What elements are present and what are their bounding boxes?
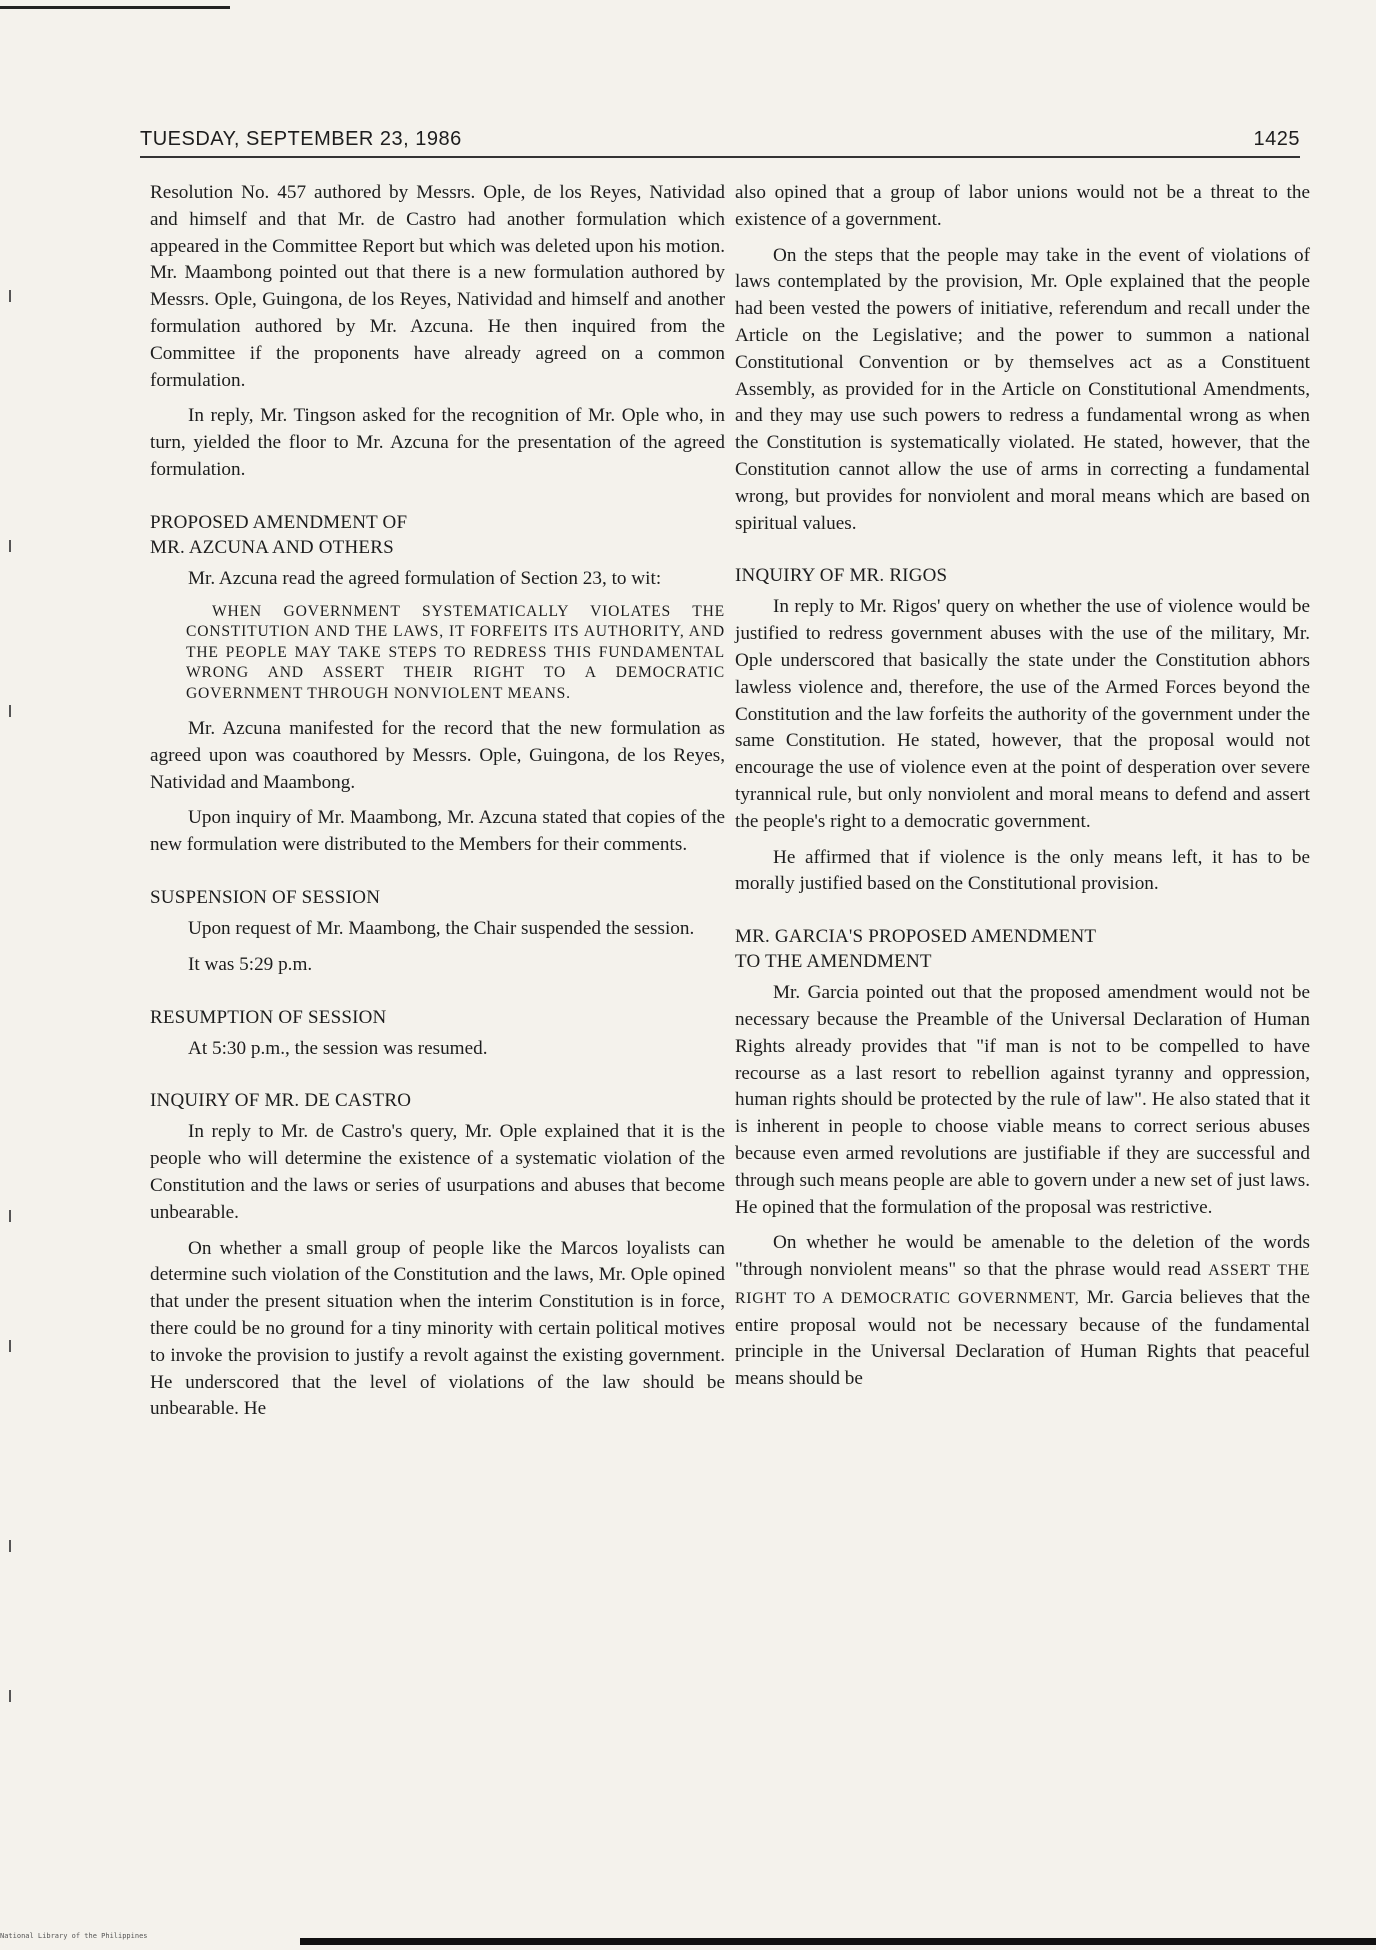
- paragraph: In reply to Mr. de Castro's query, Mr. Ople explained that it is the people who will determine the existence of a systematic violation of the Constitution and the laws or series of usurpations and abuses that become unbearable.: [150, 1121, 725, 1223]
- section-heading-azcuna-amendment: PROPOSED AMENDMENT OF MR. AZCUNA AND OTHERS: [150, 511, 408, 558]
- page-header: [140, 128, 1300, 151]
- paragraph: Upon inquiry of Mr. Maambong, Mr. Azcuna stated that copies of the new formulation were distributed to the Members for their comments.: [150, 807, 725, 856]
- quoted-formulation: WHEN GOVERNMENT SYSTEMATICALLY VIOLATES THE CONSTITUTION AND THE LAWS, IT FORFEITS ITS AUTHORITY, AND THE PEOPLE MAY TAKE STEPS TO REDRESS THIS FUNDAMENTAL WRONG AND ASSERT THEIR RIGHT TO A DEMOCRATIC GOVERNMENT THROUGH NONVIOLENT MEANS.: [186, 602, 725, 702]
- bottom-scan-bar: [300, 1938, 1376, 1945]
- paragraph: At 5:30 p.m., the session was resumed.: [188, 1037, 488, 1059]
- paragraph: In reply, Mr. Tingson asked for the recognition of Mr. Ople who, in turn, yielded the floor to Mr. Azcuna for the presentation of the agreed formulation.: [150, 405, 725, 480]
- left-column: [150, 180, 725, 1432]
- paragraph: He affirmed that if violence is the only means left, it has to be morally justified based on the Constitutional provision.: [735, 846, 1310, 895]
- paragraph: On whether a small group of people like the Marcos loyalists can determine such violation of the Constitution and the laws, Mr. Ople opined that under the present situation when the interim Constitution is in force, there could be no ground for a tiny minority with certain political motives to invoke the provision to justify a revolt against the existing government. He underscored that the level of violations of the law should be unbearable. He: [150, 1237, 725, 1420]
- small-caps-phrase: ASSERT THE RIGHT TO A DEMOCRATIC GOVERNMENT,: [735, 1262, 1311, 1307]
- paragraph: It was 5:29 p.m.: [188, 953, 313, 975]
- header-rule: [140, 156, 1300, 158]
- paragraph: Mr. Azcuna manifested for the record that the new formulation as agreed upon was coauthored by Messrs. Ople, Guingona, de los Reyes, Natividad and Maambong.: [150, 718, 725, 793]
- section-heading-de-castro: INQUIRY OF MR. DE CASTRO: [150, 1090, 412, 1112]
- paragraph: On whether he would be amenable to the deletion of the words "through nonviolent means" so that the phrase would read ASSERT THE RIGHT TO A DEMOCRATIC GOVERNMENT, Mr. Garcia believes that the entire proposal would not be necessary because of the fundamental principle in the Universal Declaration of Human Rights that peaceful means should be: [735, 1232, 1311, 1390]
- section-heading-rigos: INQUIRY OF MR. RIGOS: [735, 565, 948, 587]
- header-date: TUESDAY, SEPTEMBER 23, 1986: [140, 128, 462, 150]
- section-heading-resumption: RESUMPTION OF SESSION: [150, 1006, 387, 1028]
- paragraph: In reply to Mr. Rigos' query on whether the use of violence would be justified to redress government abuses with the use of the military, Mr. Ople underscored that basically the state under the Constitution abhors lawless violence and, therefore, the use of the Armed Forces beyond the Constitution and the law forfeits the authority of the government under the same Constitution. He stated, however, that the proposal would not encourage the use of violence even at the point of desperation over severe tyrannical rule, but only nonviolent and moral means to defend and assert the people's right to a democratic government.: [735, 596, 1310, 832]
- top-edge-line: [0, 6, 230, 9]
- paragraph: also opined that a group of labor unions would not be a threat to the existence of a government.: [735, 182, 1310, 230]
- paragraph: Mr. Azcuna read the agreed formulation of Section 23, to wit:: [188, 567, 662, 589]
- paragraph: Resolution No. 457 authored by Messrs. Ople, de los Reyes, Natividad and himself and that Mr. de Castro had another formulation which appeared in the Committee Report but which was deleted upon his motion. Mr. Maambong pointed out that there is a new formulation authored by Messrs. Ople, Guingona, de los Reyes, Natividad and himself and another formulation authored by Mr. Azcuna. He then inquired from the Committee if the proponents have already agreed on a common formulation.: [150, 182, 725, 391]
- right-column: [735, 180, 1310, 1402]
- paragraph: Mr. Garcia pointed out that the proposed amendment would not be necessary because the Preamble of the Universal Declaration of Human Rights already provides that "if man is not to be compelled to have recourse as a last resort to rebellion against tyranny and oppression, human rights should be protected by the rule of law". He also stated that it is inherent in people to choose viable means to correct serious abuses because even armed revolutions are justifiable if they are successful and through such means people are able to govern under a new set of just laws. He opined that the formulation of the proposal was restrictive.: [735, 982, 1310, 1218]
- section-heading-suspension: SUSPENSION OF SESSION: [150, 887, 381, 909]
- scan-stamp: National Library of the Philippines: [0, 1932, 148, 1940]
- paragraph: Upon request of Mr. Maambong, the Chair suspended the session.: [188, 918, 695, 940]
- paragraph: On the steps that the people may take in the event of violations of laws contemplated by the provision, Mr. Ople explained that the people had been vested the powers of initiative, referendum and recall under the Article on the Legislative; and the power to summon a national Constitutional Convention or by themselves act as a Constituent Assembly, as provided for in the Article on Constitutional Amendments, and they may use such powers to redress a fundamental wrong as when the Constitution is systematically violated. He stated, however, that the Constitution cannot allow the use of arms in correcting a fundamental wrong, but provides for nonviolent and moral means which are based on spiritual values.: [735, 244, 1310, 534]
- section-heading-garcia-amendment: MR. GARCIA'S PROPOSED AMENDMENT TO THE AMENDMENT: [735, 926, 1097, 973]
- page-number: 1425: [1253, 128, 1300, 150]
